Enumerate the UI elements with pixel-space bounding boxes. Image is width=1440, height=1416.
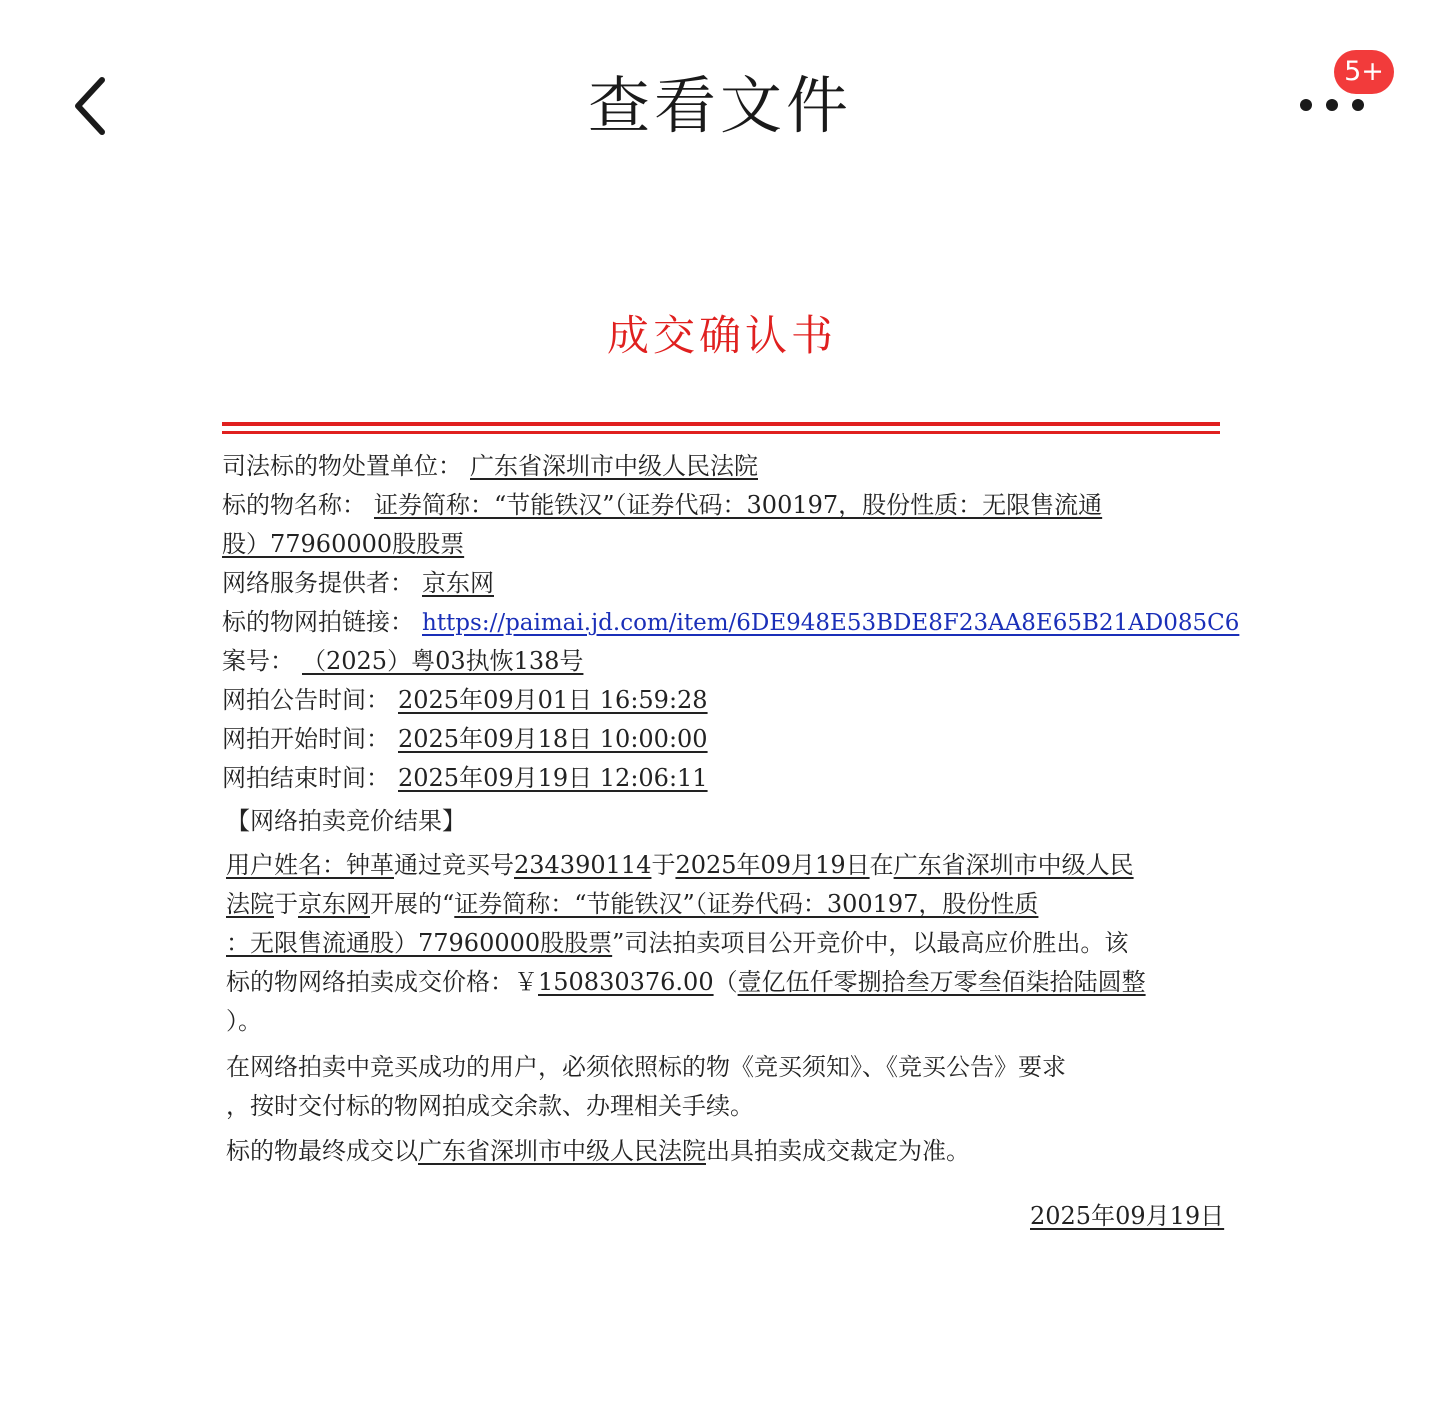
- note-paragraph-2: 标的物最终成交以广东省深圳市中级人民法院出具拍卖成交裁定为准。: [226, 1137, 970, 1165]
- title-divider: [222, 422, 1220, 436]
- auction-link[interactable]: https://paimai.jd.com/item/6DE948E53BDE8F23AA8E65B21AD085C6: [422, 610, 1240, 636]
- field-disposal-unit: 司法标的物处置单位： 广东省深圳市中级人民法院: [222, 452, 758, 480]
- field-item-name-cont: 股）77960000股股票: [222, 530, 465, 558]
- result-heading: 【网络拍卖竞价结果】: [226, 807, 466, 835]
- field-end-time: 网拍结束时间： 2025年09月19日 12:06:11: [222, 764, 708, 792]
- field-provider: 网络服务提供者： 京东网: [222, 569, 494, 597]
- field-announce-time: 网拍公告时间： 2025年09月01日 16:59:28: [222, 686, 708, 714]
- field-auction-link: 标的物网拍链接： https://paimai.jd.com/item/6DE948E53BDE8F23AA8E65B21AD085C6: [222, 608, 1240, 636]
- signature-date: 2025年09月19日: [1030, 1202, 1225, 1230]
- note-paragraph-1: 在网络拍卖中竞买成功的用户，必须依照标的物《竞买须知》、《竞买公告》要求 ，按时交付标的物网拍成交余款、办理相关手续。: [226, 1053, 1066, 1120]
- field-case-no: 案号： （2025）粤03执恢138号: [222, 647, 584, 675]
- top-bar: [0, 0, 1440, 200]
- field-item-name: 标的物名称： 证券简称：“节能铁汉”（证券代码：300197，股份性质：无限售流通: [222, 491, 1103, 519]
- page-title: 查看文件: [587, 69, 852, 142]
- field-start-time: 网拍开始时间： 2025年09月18日 10:00:00: [222, 725, 708, 753]
- document-title: 成交确认书: [606, 311, 837, 360]
- notification-badge: 5+: [1334, 50, 1394, 94]
- result-paragraph: 用户姓名：钟革通过竞买号234390114于2025年09月19日在广东省深圳市中级人民 法院于京东网开展的“证券简称：“节能铁汉”（证券代码：300197，股份性质 ：无限售流通股）77960000股股票”司法拍卖项目公开竞价中，以最高应价胜出。该 标的物网络拍卖成交价格：￥150830376.00（壹亿伍仟零捌拾叁万零叁佰柒拾陆圆整 ）。: [226, 851, 1146, 1035]
